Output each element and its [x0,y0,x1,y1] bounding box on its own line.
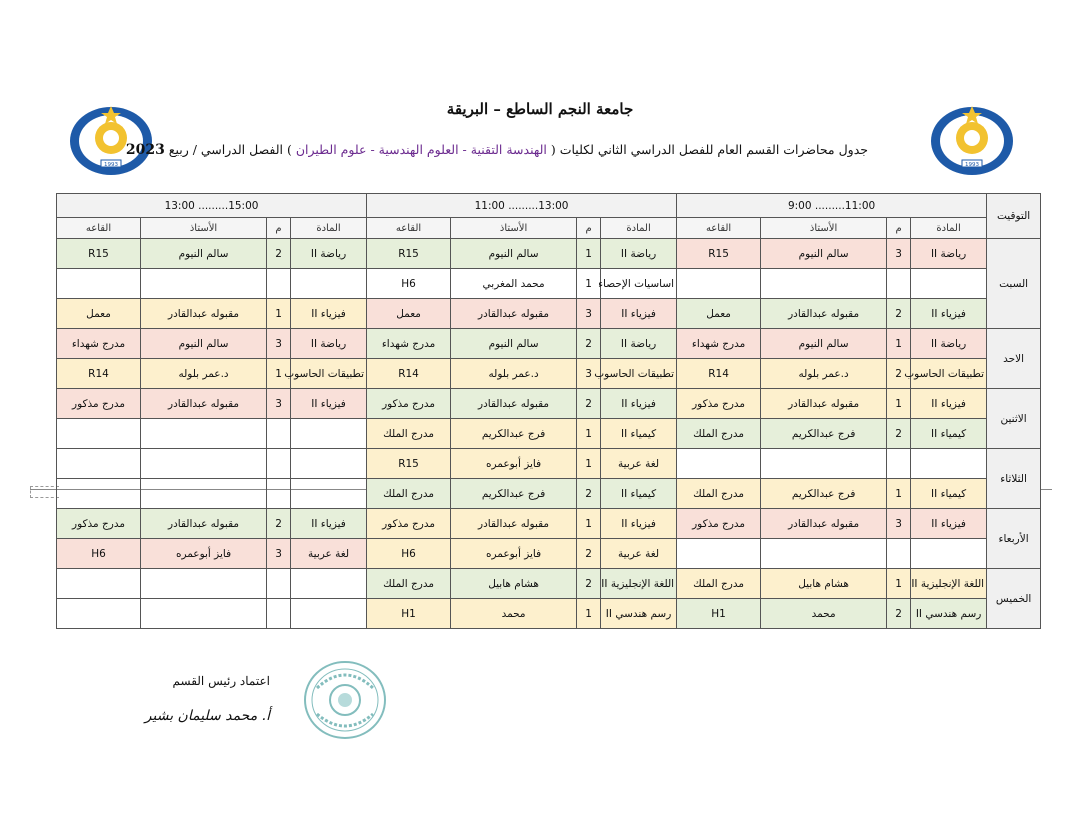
cell-group: 1 [577,239,601,269]
cell-subject: فيزياء II [601,509,677,539]
slot-header-3: 13:00 .........15:00 [57,194,367,218]
cell-subject: فيزياء II [911,299,987,329]
cell-subject [911,449,987,479]
schedule-row [57,599,1041,629]
cell-hall: مدرج مذكور [367,509,451,539]
cell-subject: رياضة II [911,329,987,359]
cell-group: 1 [887,329,911,359]
cell-group [887,539,911,569]
cell-teacher: فرج عبدالكريم [761,479,887,509]
col-hall-2: القاعه [367,218,451,239]
cell-group: 1 [577,269,601,299]
cell-hall: معمل [57,299,141,329]
subtitle-colleges: الهندسة التقنية - العلوم الهندسية - علوم الطيران [295,142,547,157]
cell-subject [291,569,367,599]
schedule-row [57,329,1041,359]
schedule-table [56,193,1041,629]
cell-group [267,269,291,299]
cell-hall: مدرج الملك [367,419,451,449]
cell-group [267,599,291,629]
cell-hall: R14 [367,359,451,389]
cell-group: 2 [887,359,911,389]
cell-subject: فيزياء II [291,299,367,329]
cell-group [267,419,291,449]
cell-subject: فيزياء II [911,509,987,539]
col-hall-1: القاعه [677,218,761,239]
col-group-3: م [267,218,291,239]
col-group-2: م [577,218,601,239]
cell-group: 2 [887,419,911,449]
schedule-row [57,359,1041,389]
cell-subject: اللغة الإنجليزية II [911,569,987,599]
cell-teacher: فرج عبدالكريم [451,479,577,509]
university-title: جامعة النجم الساطع – البريقة [446,100,634,118]
schedule-subtitle [125,142,868,158]
cell-teacher [141,479,267,509]
cell-group: 3 [887,509,911,539]
cell-subject: لغة عربية [601,539,677,569]
cell-teacher: فايز أبوعمره [451,449,577,479]
cell-teacher [761,449,887,479]
day-label: الاحد [987,329,1041,389]
col-teacher-1: الأستاذ [761,218,887,239]
cell-group [267,569,291,599]
cell-subject: لغة عربية [291,539,367,569]
cell-group: 2 [887,599,911,629]
day-label: الاثنين [987,389,1041,449]
cell-group: 3 [267,539,291,569]
cell-teacher: د.عمر بلوله [451,359,577,389]
cell-teacher [141,269,267,299]
cell-subject: كيمياء II [601,419,677,449]
col-subject-1: المادة [911,218,987,239]
day-label: السبت [987,239,1041,329]
cell-subject: كيمياء II [911,419,987,449]
cell-hall: مدرج شهداء [677,329,761,359]
col-hall-3: القاعه [57,218,141,239]
cell-hall [57,269,141,299]
cell-teacher: هشام هابيل [451,569,577,599]
scan-edge-mark [30,486,59,498]
cell-teacher: محمد [761,599,887,629]
subtitle-year: 2023 [125,142,165,158]
cell-hall [57,599,141,629]
day-label: الثلاثاء [987,449,1041,509]
cell-group: 1 [267,359,291,389]
cell-hall [677,269,761,299]
cell-hall: R14 [677,359,761,389]
schedule-row [57,299,1041,329]
cell-hall [57,569,141,599]
cell-hall [677,539,761,569]
cell-hall: مدرج شهداء [57,329,141,359]
cell-hall: مدرج مذكور [57,509,141,539]
cell-teacher: سالم النيوم [141,329,267,359]
subtitle-part-c: ) الفصل الدراسي / ربيع [164,142,296,157]
cell-group: 1 [577,599,601,629]
cell-subject: فيزياء II [601,299,677,329]
cell-group: 2 [577,389,601,419]
cell-hall: مدرج الملك [677,419,761,449]
cell-subject: رياضة II [291,239,367,269]
cell-teacher: فايز أبوعمره [141,539,267,569]
cell-subject: رياضة II [601,239,677,269]
cell-teacher: مقبوله عبدالقادر [451,389,577,419]
cell-group: 3 [267,389,291,419]
cell-teacher: سالم النيوم [141,239,267,269]
cell-subject [911,539,987,569]
subtitle-part-a: جدول محاضرات القسم العام للفصل الدراسي الثاني لكليات ( [546,142,868,157]
cell-group: 1 [577,419,601,449]
schedule-row [57,419,1041,449]
cell-subject: رياضة II [291,329,367,359]
cell-subject [291,599,367,629]
cell-group: 1 [887,569,911,599]
cell-teacher: فرج عبدالكريم [761,419,887,449]
timing-header: التوقيت [987,194,1041,239]
cell-teacher: هشام هابيل [761,569,887,599]
cell-group: 3 [577,299,601,329]
cell-hall: مدرج الملك [367,569,451,599]
cell-teacher [141,569,267,599]
col-teacher-2: الأستاذ [451,218,577,239]
university-logo-right [929,104,1015,176]
cell-group: 1 [887,479,911,509]
cell-teacher: مقبوله عبدالقادر [761,509,887,539]
cell-teacher: مقبوله عبدالقادر [141,389,267,419]
cell-teacher: مقبوله عبدالقادر [451,509,577,539]
cell-subject [291,269,367,299]
cell-group [267,479,291,509]
col-teacher-3: الأستاذ [141,218,267,239]
cell-hall: R15 [57,239,141,269]
cell-teacher [141,599,267,629]
cell-group: 1 [267,299,291,329]
cell-hall: R14 [57,359,141,389]
cell-hall: H6 [57,539,141,569]
cell-hall: مدرج الملك [677,479,761,509]
department-stamp [303,660,387,740]
cell-group: 2 [577,479,601,509]
cell-teacher: سالم النيوم [761,329,887,359]
cell-teacher: مقبوله عبدالقادر [141,509,267,539]
cell-group: 2 [577,539,601,569]
cell-teacher: فرج عبدالكريم [451,419,577,449]
cell-group: 2 [267,509,291,539]
cell-subject: رسم هندسي II [911,599,987,629]
cell-teacher: د.عمر بلوله [141,359,267,389]
cell-group [887,449,911,479]
logo-year-left: 1993 [104,162,118,168]
cell-subject [291,419,367,449]
cell-hall: معمل [367,299,451,329]
cell-hall: معمل [677,299,761,329]
cell-teacher [141,449,267,479]
schedule-row [57,479,1041,509]
cell-teacher: مقبوله عبدالقادر [761,389,887,419]
cell-teacher: سالم النيوم [451,329,577,359]
schedule-row [57,569,1041,599]
cell-hall: H6 [367,539,451,569]
day-label: الأربعاء [987,509,1041,569]
cell-hall: مدرج شهداء [367,329,451,359]
cell-teacher [141,419,267,449]
cell-subject: فيزياء II [291,389,367,419]
cell-group: 3 [577,359,601,389]
schedule-table-wrap [56,193,1032,629]
cell-group: 3 [267,329,291,359]
cell-group: 1 [577,449,601,479]
cell-subject: فيزياء II [601,389,677,419]
cell-hall: R15 [367,449,451,479]
cell-group: 2 [887,299,911,329]
cell-subject: تطبيقات الحاسوب [291,359,367,389]
col-group-1: م [887,218,911,239]
cell-group: 1 [577,509,601,539]
cell-group: 2 [577,329,601,359]
cell-hall: مدرج الملك [677,569,761,599]
cell-subject [291,479,367,509]
cell-group: 3 [887,239,911,269]
cell-teacher: د.عمر بلوله [761,359,887,389]
cell-teacher [761,539,887,569]
cell-subject: تطبيقات الحاسوب [911,359,987,389]
cell-hall [57,479,141,509]
cell-hall: H6 [367,269,451,299]
schedule-row [57,539,1041,569]
cell-subject [291,449,367,479]
cell-teacher: سالم النيوم [451,239,577,269]
cell-hall: مدرج مذكور [677,389,761,419]
cell-hall: R15 [677,239,761,269]
cell-subject [911,269,987,299]
cell-subject: رياضة II [601,329,677,359]
approval-label: اعتماد رئيس القسم [172,674,270,688]
cell-hall [57,419,141,449]
cell-hall: R15 [367,239,451,269]
cell-subject: كيمياء II [601,479,677,509]
cell-subject: رسم هندسي II [601,599,677,629]
schedule-row [57,389,1041,419]
cell-teacher [761,269,887,299]
cell-subject: فيزياء II [291,509,367,539]
schedule-row [57,239,1041,269]
cell-subject: رياضة II [911,239,987,269]
col-subject-3: المادة [291,218,367,239]
cell-subject: تطبيقات الحاسوب [601,359,677,389]
cell-hall: مدرج مذكور [57,389,141,419]
schedule-row [57,269,1041,299]
cell-teacher: محمد المغربي [451,269,577,299]
cell-group: 1 [887,389,911,419]
signature-name: أ. محمد سليمان بشير [144,708,270,724]
cell-subject: فيزياء II [911,389,987,419]
logo-year-right: 1993 [965,162,979,168]
cell-hall: مدرج مذكور [677,509,761,539]
cell-group [887,269,911,299]
cell-hall: H1 [677,599,761,629]
cell-subject: اللغة الإنجليزية II [601,569,677,599]
cell-teacher: مقبوله عبدالقادر [141,299,267,329]
cell-teacher: مقبوله عبدالقادر [761,299,887,329]
cell-hall: مدرج الملك [367,479,451,509]
cell-hall: مدرج مذكور [367,389,451,419]
cell-teacher: مقبوله عبدالقادر [451,299,577,329]
cell-hall: H1 [367,599,451,629]
cell-group [267,449,291,479]
slot-header-1: 9:00 .........11:00 [677,194,987,218]
cell-subject: كيمياء II [911,479,987,509]
cell-group: 2 [267,239,291,269]
university-logo-left [68,104,154,176]
day-label: الخميس [987,569,1041,629]
cell-teacher: محمد [451,599,577,629]
schedule-row [57,509,1041,539]
cell-subject: اساسيات الإحصاء [601,269,677,299]
cell-subject: لغة عربية [601,449,677,479]
cell-hall [57,449,141,479]
cell-hall [677,449,761,479]
cell-teacher: فايز أبوعمره [451,539,577,569]
slot-header-2: 11:00 .........13:00 [367,194,677,218]
col-subject-2: المادة [601,218,677,239]
cell-teacher: سالم النيوم [761,239,887,269]
cell-group: 2 [577,569,601,599]
schedule-row [57,449,1041,479]
